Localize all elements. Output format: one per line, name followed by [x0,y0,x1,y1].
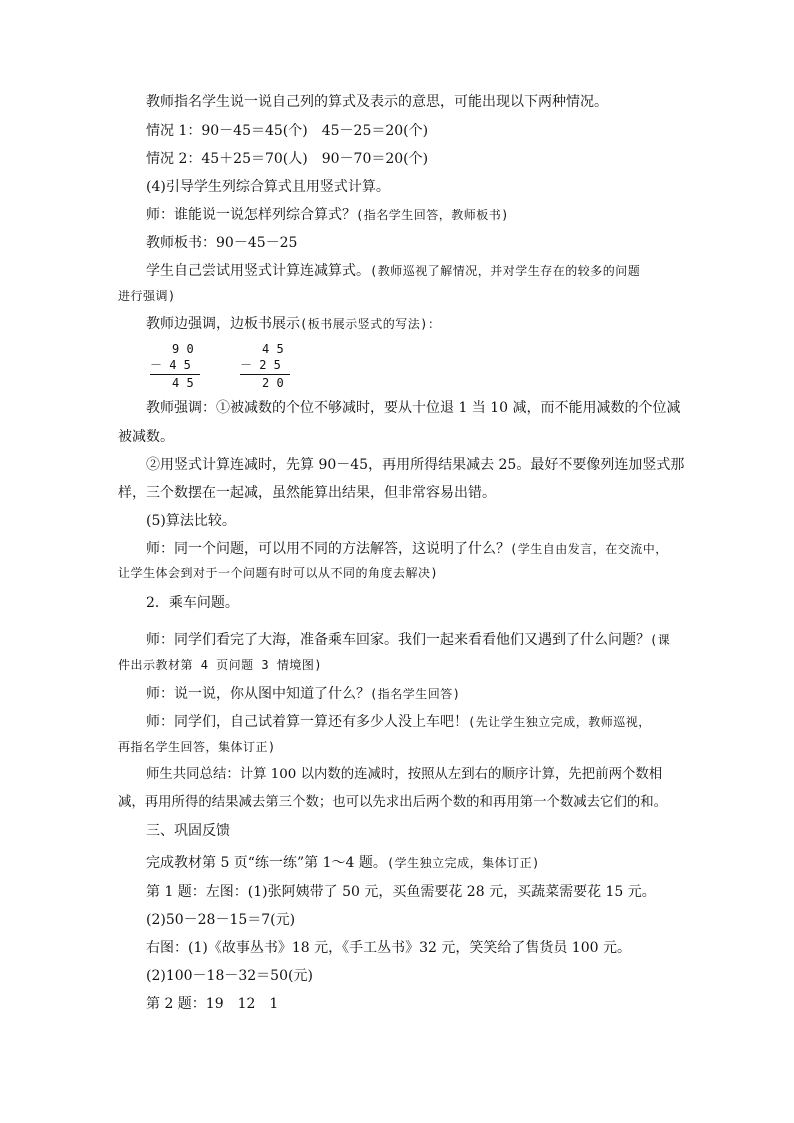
bus-problem-task-cont: 再指名学生回答，集体订正) [118,740,276,754]
teacher-question-2: 师：同一个问题，可以用不同的方法解答，这说明了什么？(学生自由发言，在交流中， [146,541,668,557]
teacher-emphasis-2: ②用竖式计算连减时，先算 90－45，再用所得结果减去 25。最好不要像列连加竖式那 [146,457,685,473]
calc-1-minuend: 9 0 [172,342,194,356]
vertical-calc-2 [240,340,300,392]
bus-problem-intro-cont: 件出示教材第 4 页问题 3 情境图) [118,658,323,672]
calc-1-subtrahend: － 4 5 [150,358,191,372]
step-4-heading: (4)引导学生列综合算式且用竖式计算。 [146,179,390,195]
exercise-1-left-answer: (2)50－28－15＝7(元) [146,912,296,928]
bus-problem-question: 师：说一说，你从图中知道了什么？(指名学生回答) [146,686,461,702]
teacher-board-display: 教师边强调，边板书展示(板书展示竖式的写法)： [146,316,441,332]
paragraph-intro: 教师指名学生说一说自己列的算式及表示的意思，可能出现以下两种情况。 [146,94,608,110]
section-3-heading: 三、巩固反馈 [146,823,230,839]
calc-1-result: 4 5 [172,376,194,390]
step-5-heading: (5)算法比较。 [146,513,236,529]
exercise-2-answer: 第 2 题：19 12 1 [146,996,279,1012]
calc-1-rule [150,374,200,375]
calc-2-minuend: 4 5 [262,342,284,356]
student-attempt: 学生自己尝试用竖式计算连减算式。(教师巡视了解情况，并对学生存在的较多的问题 [146,263,641,279]
summary-cont: 减，再用所得的结果减去第三个数；也可以先求出后两个数的和再用第一个数减去它们的和。 [118,795,668,810]
calc-2-subtrahend: － 2 5 [240,358,281,372]
vertical-calc-1 [150,340,210,392]
exercise-1-right: 右图：(1)《故事丛书》18 元，《手工丛书》32 元，笑笑给了售货员 100 元。 [146,940,631,956]
calc-2-result: 2 0 [262,376,284,390]
board-writing: 教师板书：90－45－25 [146,235,298,251]
teacher-emphasis-1: 教师强调：①被减数的个位不够减时，要从十位退 1 当 10 减，而不能用减数的个位减 [146,400,681,416]
calc-2-rule [240,374,290,375]
case-2: 情况 2：45＋25＝70(人) 90－70＝20(个) [146,151,429,167]
exercise-1-right-answer: (2)100－18－32＝50(元) [146,968,313,984]
teacher-question-1: 师：谁能说一说怎样列综合算式？(指名学生回答，教师板书) [146,207,509,223]
teacher-emphasis-1-cont: 被减数。 [118,429,174,445]
bus-problem-task: 师：同学们，自己试着算一算还有多少人没上车吧！(先让学生独立完成，教师巡视， [146,714,651,730]
teacher-emphasis-2-cont: 样，三个数摆在一起减，虽然能算出结果，但非常容易出错。 [118,485,496,501]
exercise-instructions: 完成教材第 5 页“练一练”第 1～4 题。(学生独立完成，集体订正) [146,855,540,871]
case-1: 情况 1：90－45＝45(个) 45－25＝20(个) [146,123,429,139]
summary: 师生共同总结：计算 100 以内数的连减时，按照从左到右的顺序计算，先把前两个数相 [146,767,663,782]
exercise-1-left: 第 1 题：左图：(1)张阿姨带了 50 元，买鱼需要花 28 元，买蔬菜需要花 15 元。 [146,884,656,900]
student-attempt-cont: 进行强调) [118,289,176,303]
teacher-question-2-cont: 让学生体会到对于一个问题有时可以从不同的角度去解决) [118,566,439,580]
section-2-heading: 2．乘车问题。 [146,595,239,611]
bus-problem-intro: 师：同学们看完了大海，准备乘车回家。我们一起来看看他们又遇到了什么问题？(课 [146,632,671,648]
